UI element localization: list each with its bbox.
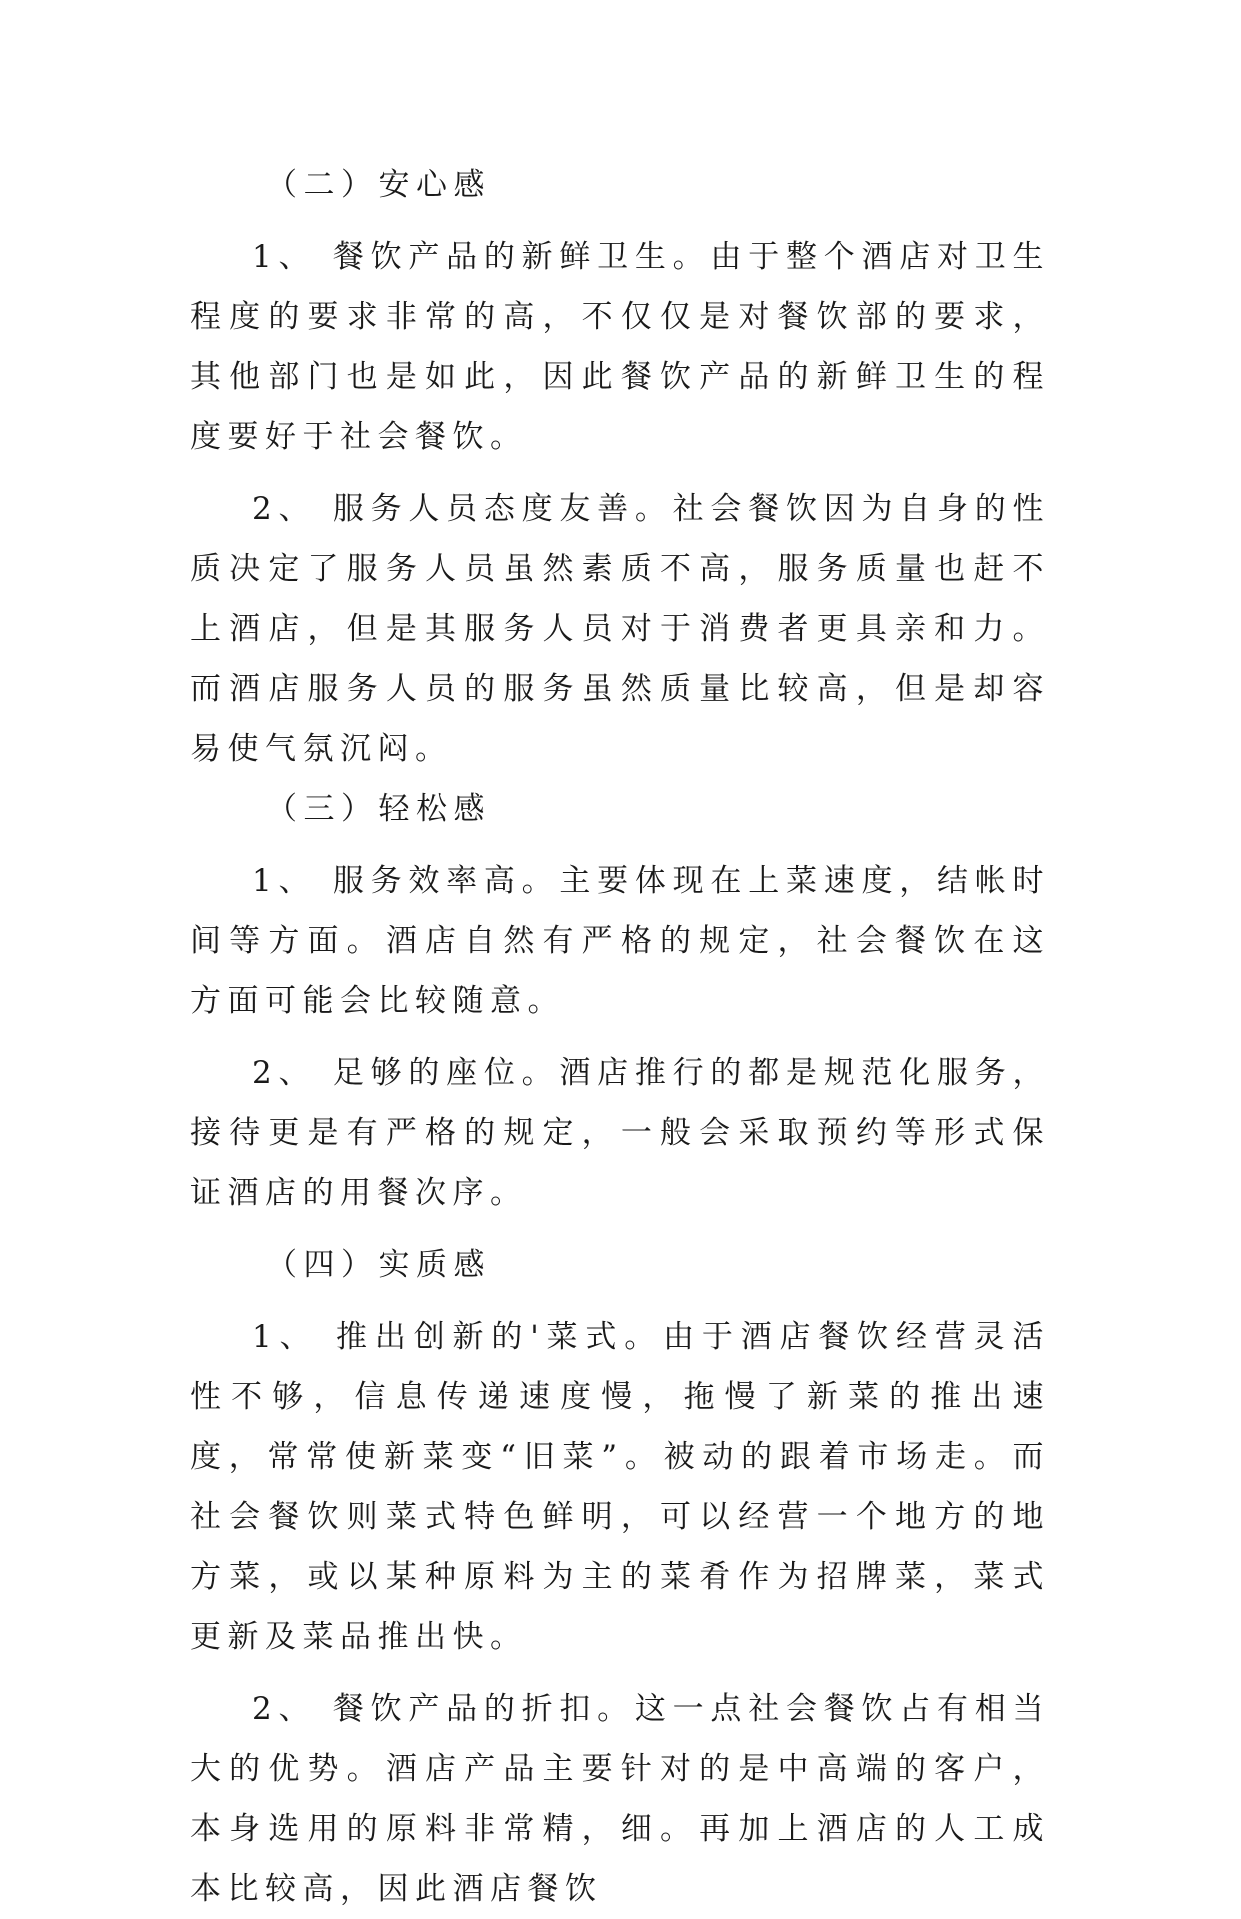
paragraph: 2、 足够的座位。酒店推行的都是规范化服务，接待更是有严格的规定，一般会采取预约等形式保证酒店的用餐次序。	[190, 1055, 1050, 1211]
section-heading: （二）安心感	[266, 167, 491, 203]
paragraph: 1、 服务效率高。主要体现在上菜速度，结帐时间等方面。酒店自然有严格的规定，社会餐饮在这方面可能会比较随意。	[190, 863, 1050, 1019]
paragraph: 1、 推出创新的'菜式。由于酒店餐饮经营灵活性不够，信息传递速度慢，拖慢了新菜的推出速度，常常使新菜变“旧菜”。被动的跟着市场走。而社会餐饮则菜式特色鲜明，可以经营一个地方的地方菜，或以某种原料为主的菜肴作为招牌菜，菜式更新及菜品推出快。	[190, 1319, 1050, 1655]
paragraph: 2、 服务人员态度友善。社会餐饮因为自身的性质决定了服务人员虽然素质不高，服务质量也赶不上酒店，但是其服务人员对于消费者更具亲和力。而酒店服务人员的服务虽然质量比较高，但是却容易使气氛沉闷。	[190, 491, 1050, 767]
section-heading: （四）实质感	[266, 1247, 491, 1283]
paragraph: 1、 餐饮产品的新鲜卫生。由于整个酒店对卫生程度的要求非常的高，不仅仅是对餐饮部的要求，其他部门也是如此，因此餐饮产品的新鲜卫生的程度要好于社会餐饮。	[190, 239, 1050, 455]
document-body	[190, 155, 1050, 1919]
section-heading: （三）轻松感	[266, 791, 491, 827]
paragraph: 2、 餐饮产品的折扣。这一点社会餐饮占有相当大的优势。酒店产品主要针对的是中高端的客户，本身选用的原料非常精，细。再加上酒店的人工成本比较高，因此酒店餐饮	[190, 1691, 1050, 1907]
